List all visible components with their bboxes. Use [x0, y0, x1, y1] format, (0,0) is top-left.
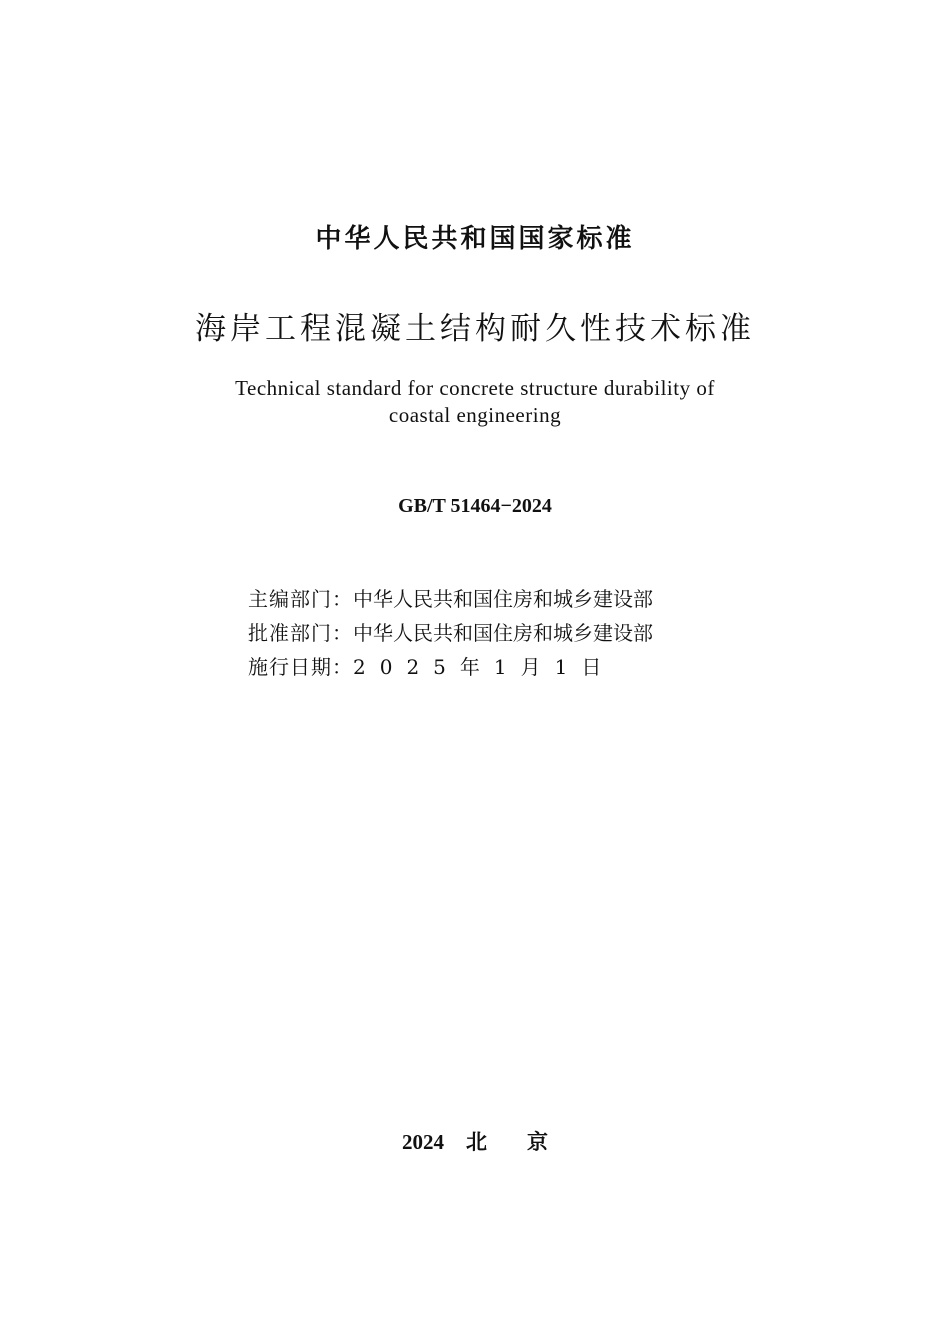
- publication-city-char-1: 北: [466, 1130, 487, 1154]
- effective-date-label: 施行日期：: [248, 655, 353, 679]
- english-title-line-2: coastal engineering: [388, 403, 562, 427]
- approver-department-row: [248, 621, 653, 645]
- publication-city-char-2: 京: [527, 1130, 548, 1154]
- editor-department-value: 中华人民共和国住房和城乡建设部: [353, 587, 653, 611]
- publication-imprint: [0, 1126, 950, 1156]
- editor-department-row: [248, 587, 653, 611]
- approver-department-value: 中华人民共和国住房和城乡建设部: [353, 621, 653, 645]
- english-title: [0, 375, 950, 429]
- english-title-line-1: Technical standard for concrete structure durability of: [235, 376, 715, 400]
- publication-year: 2024: [402, 1130, 444, 1154]
- standard-category: 中华人民共和国国家标准: [315, 224, 635, 254]
- effective-date-row: [248, 655, 615, 679]
- standard-code: GB/T 51464−2024: [398, 495, 552, 517]
- effective-date-value: 2025年1月1日: [353, 655, 616, 679]
- approver-department-label: 批准部门：: [248, 621, 353, 645]
- chinese-title: 海岸工程混凝土结构耐久性技术标准: [195, 311, 755, 347]
- editor-department-label: 主编部门：: [248, 587, 353, 611]
